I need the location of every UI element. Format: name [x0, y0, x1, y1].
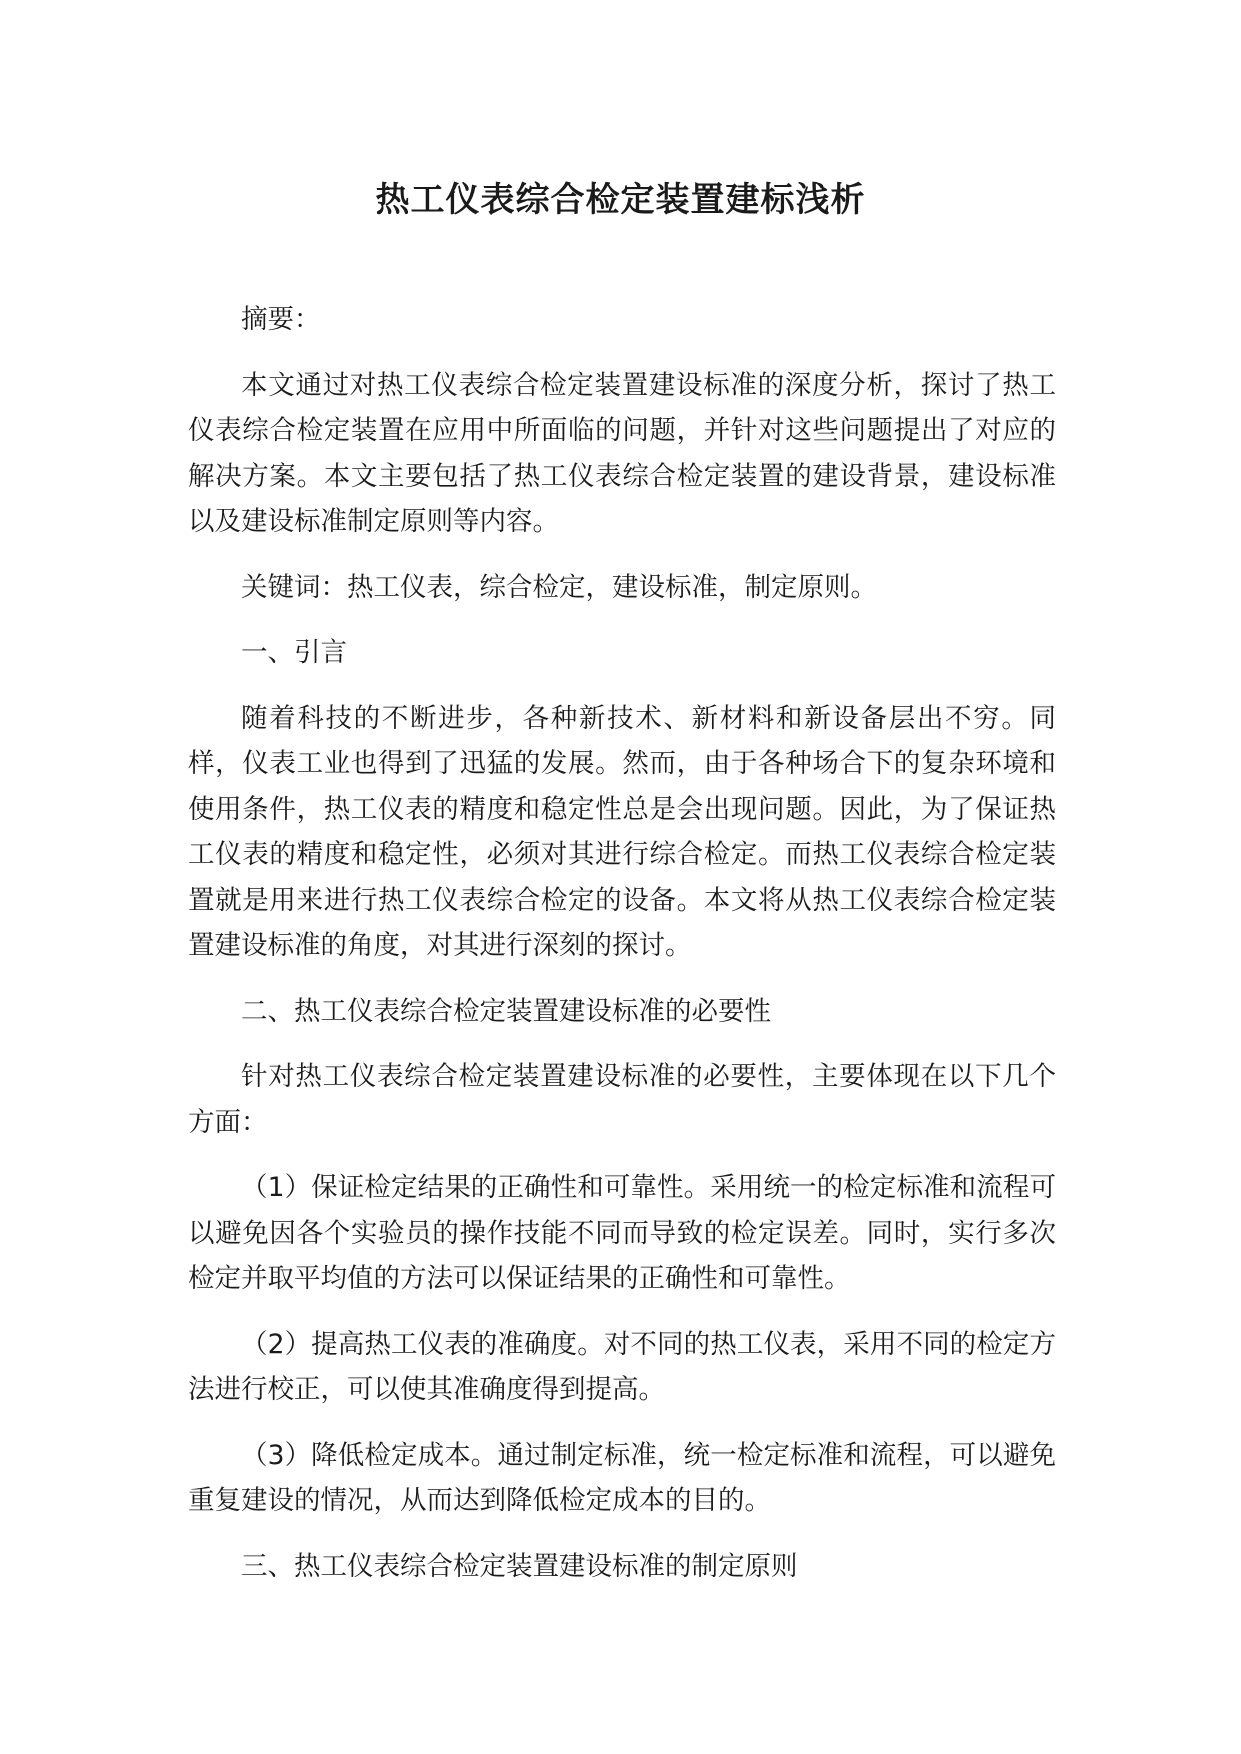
- document-title: 热工仪表综合检定装置建标浅析: [375, 180, 866, 220]
- necessity-point-2: （2）提高热工仪表的准确度。对不同的热工仪表，采用不同的检定方法进行校正，可以使其准确度得到提高。: [188, 1328, 1056, 1405]
- necessity-point-3: （3）降低检定成本。通过制定标准，统一检定标准和流程，可以避免重复建设的情况，从而达到降低检定成本的目的。: [188, 1439, 1056, 1516]
- abstract-paragraph: 本文通过对热工仪表综合检定装置建设标准的深度分析，探讨了热工仪表综合检定装置在应用中所面临的问题，并针对这些问题提出了对应的解决方案。本文主要包括了热工仪表综合检定装置的建设背景，建设标准以及建设标准制定原则等内容。: [188, 369, 1056, 537]
- necessity-point-1: （1）保证检定结果的正确性和可靠性。采用统一的检定标准和流程可以避免因各个实验员的操作技能不同而导致的检定误差。同时，实行多次检定并取平均值的方法可以保证结果的正确性和可靠性。: [188, 1172, 1056, 1294]
- abstract-heading: 摘要：: [241, 304, 321, 335]
- section-heading-principles: 三、热工仪表综合检定装置建设标准的制定原则: [241, 1550, 798, 1582]
- keywords-paragraph: 关键词：热工仪表，综合检定，建设标准，制定原则。: [241, 571, 877, 603]
- section-heading-necessity: 二、热工仪表综合检定装置建设标准的必要性: [241, 995, 771, 1027]
- necessity-paragraph: 针对热工仪表综合检定装置建设标准的必要性，主要体现在以下几个方面：: [188, 1061, 1056, 1138]
- document-body: [188, 297, 1056, 1609]
- intro-paragraph: 随着科技的不断进步，各种新技术、新材料和新设备层出不穷。同样，仪表工业也得到了迅猛的发展。然而，由于各种场合下的复杂环境和使用条件，热工仪表的精度和稳定性总是会出现问题。因此，为了保证热工仪表的精度和稳定性，必须对其进行综合检定。而热工仪表综合检定装置就是用来进行热工仪表综合检定的设备。本文将从热工仪表综合检定装置建设标准的角度，对其进行深刻的探讨。: [188, 702, 1056, 961]
- section-heading-intro: 一、引言: [241, 637, 347, 668]
